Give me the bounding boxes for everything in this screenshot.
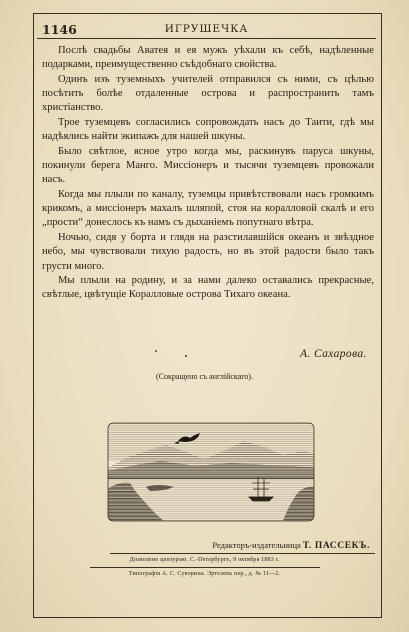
paragraph: Одинъ изъ туземныхъ учителей отправился съ ними, съ цѣлью посѣтить болѣе отдаленные острова и распространить тамъ христіанство. <box>42 73 374 114</box>
running-title: ИГРУШЕЧКА <box>164 23 249 35</box>
editor-credit <box>110 540 370 551</box>
printer-imprint: Типографія А. С. Суворина. Эртелевъ пер., д. № 11—2. <box>128 571 281 577</box>
page-header <box>38 20 375 38</box>
footer-rule <box>110 553 375 554</box>
paragraph: Ночью, сидя у борта и глядя на разстилавшійся океанъ и звѣздное небо, мы чувствовали тихую радость, но въ этой радости было такъ грусти много. <box>42 232 374 272</box>
paragraph: Трое туземцевъ согласились сопровождать насъ до Таити, гдѣ мы надѣялись найти экипажъ для нашей шкуны. <box>42 117 374 143</box>
paragraph: Послѣ свадьбы Аватея и ея мужъ уѣхали къ себѣ, надѣленные подарками, преимущественно съѣдобнаго свойства. <box>42 45 374 71</box>
author-signature: А. Сахарова. <box>300 348 367 360</box>
print-speck <box>185 355 187 357</box>
story-text <box>42 44 374 303</box>
editor-name: Т. ПАССЕКЪ. <box>302 541 370 551</box>
paragraph: Когда мы плыли по каналу, туземцы привѣтствовали насъ громкимъ крикомъ, а миссіонеръ махалъ шляпой, стоя на коралловой скалѣ и его „прости“ донеслось къ намъ съ дыханіемъ попутнаго вѣтра. <box>42 189 374 229</box>
page-number: 1146 <box>42 22 77 37</box>
paragraph: Было свѣтлое, ясное утро когда мы, раскинувъ паруса шкуны, покинули берега Манго. Миссіонеръ и тысячи туземцевъ провожали насъ. <box>42 145 374 186</box>
header-rule <box>37 38 376 39</box>
editor-label: Редакторъ-издательница <box>212 540 301 550</box>
paragraph: Мы плыли на родину, и за нами далеко оставались прекрасные, свѣтлые, цвѣтущіе Коралловые острова Тихаго океана. <box>42 275 374 301</box>
abridged-note: (Сокращено съ англійскаго). <box>156 372 253 381</box>
footer-rule-bottom <box>90 567 320 568</box>
censor-approval: Дозволено цензурою. С.-Петербургъ, 9 октября 1883 г. <box>129 557 280 563</box>
print-speck <box>155 350 157 352</box>
seascape-engraving <box>106 421 316 523</box>
